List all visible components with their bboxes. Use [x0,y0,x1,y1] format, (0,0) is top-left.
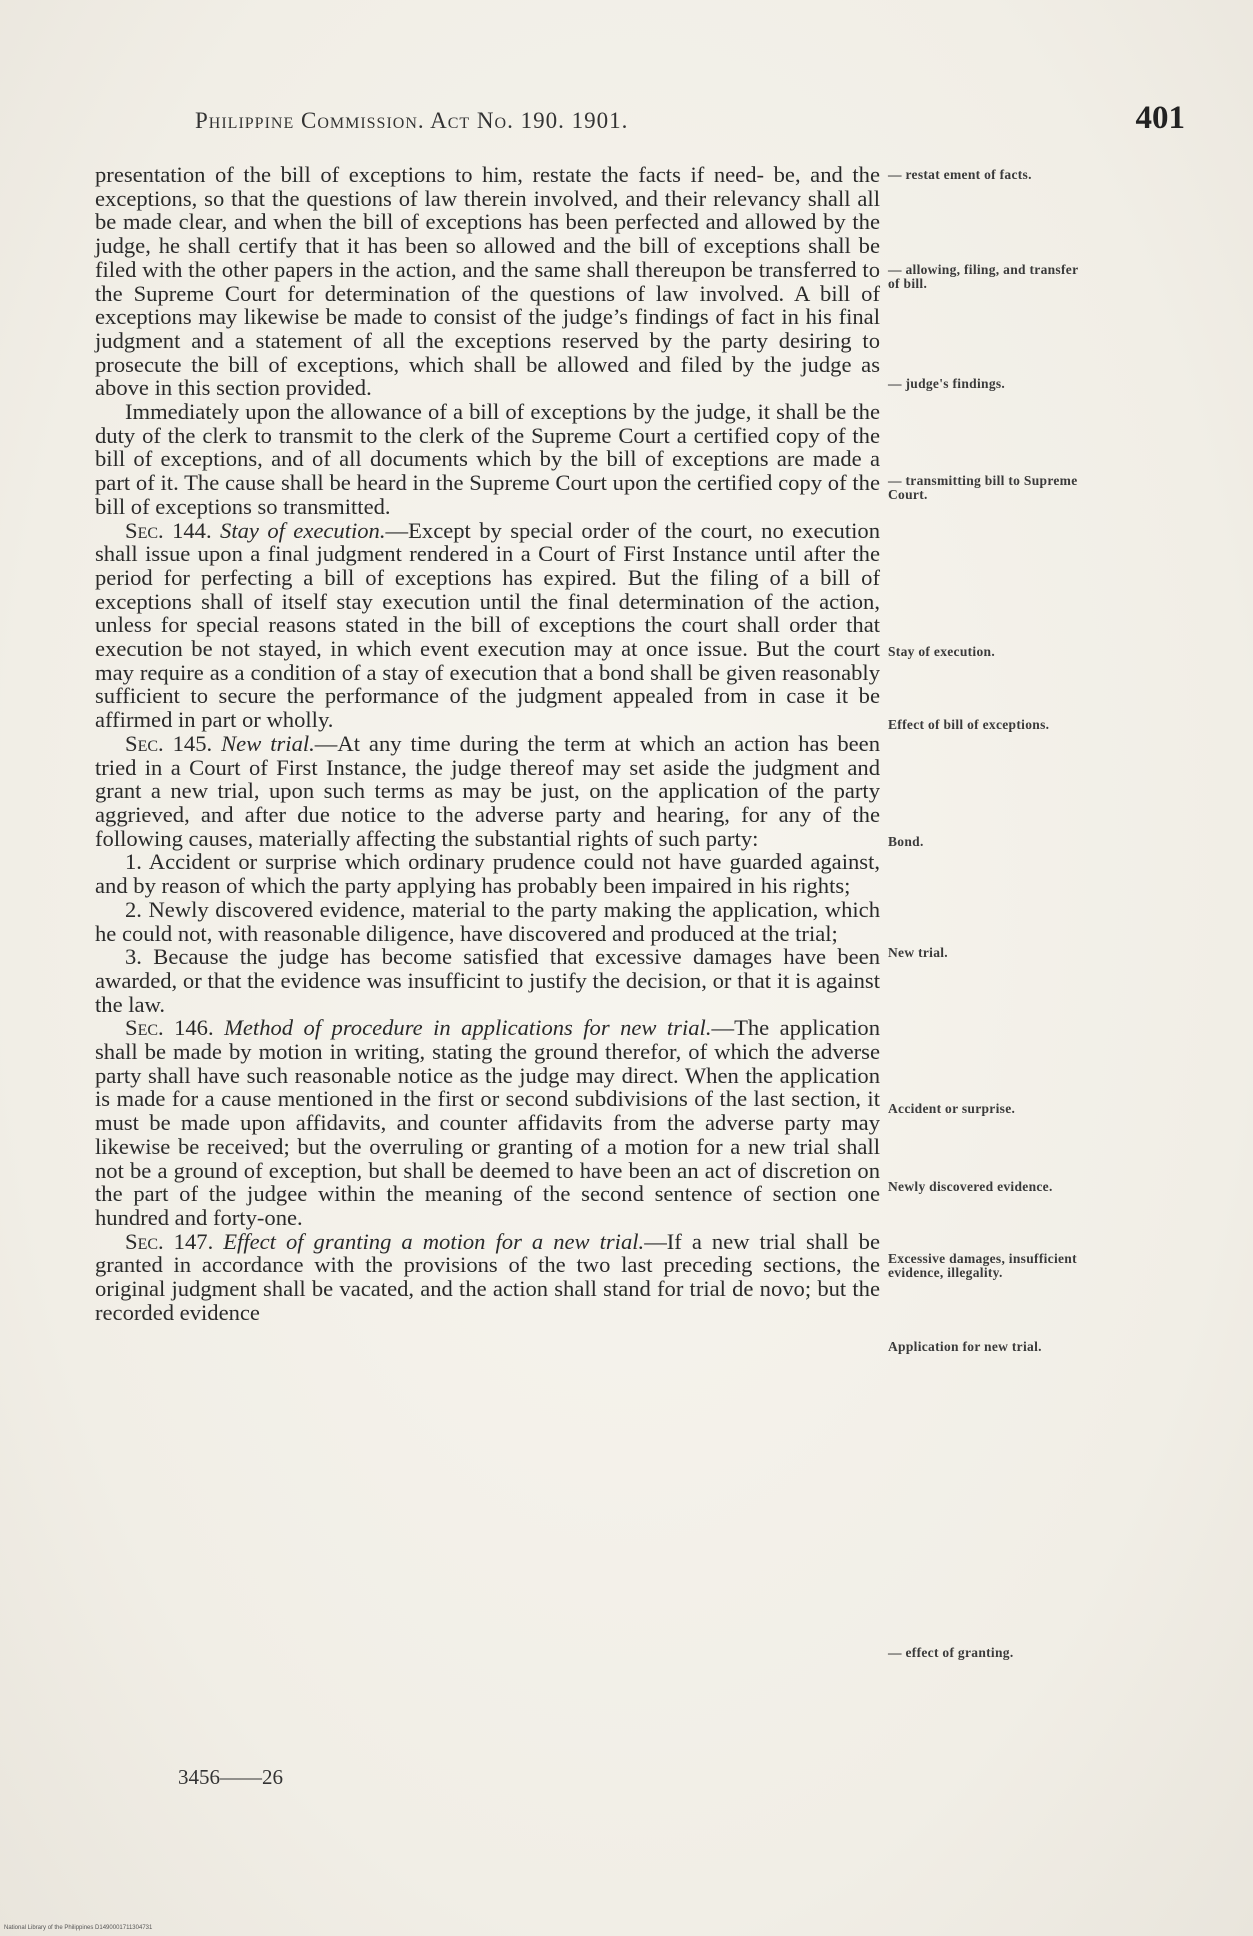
section-text: —If a new trial shall be granted in accordance with the provisions of the two last preceding sections, the original judgment shall be vacated, and the action shall stand for trial de novo; but the recorded evidence [95,1228,880,1325]
margin-note: — transmitting bill to Supreme Court. [888,473,1078,502]
printer-signature: 3456——26 [178,1765,283,1789]
section-label: Sec. 147. [125,1228,214,1254]
section-144 [95,519,880,732]
page-header [195,100,1185,140]
paragraph: Immediately upon the allowance of a bill of exceptions by the judge, it shall be the duty of the clerk to transmit to the clerk of the Supreme Court a certified copy of the bill of exceptions, and of all documents which by the bill of exceptions are made a part of it. The cause shall be heard in the Supreme Court upon the certified copy of the bill of exceptions so transmitted. [95,399,880,519]
section-label: Sec. 144. [125,517,212,543]
page-number: 401 [1135,100,1185,136]
section-title: Method of procedure in applications for new trial. [224,1015,712,1041]
section-label: Sec. 145. [125,730,213,756]
section-145 [95,732,880,851]
section-title: New trial. [221,730,315,756]
margin-note: New trial. [888,945,948,960]
section-label: Sec. 146. [125,1015,214,1041]
section-text: —At any time during the term at which an action has been tried in a Court of First Instance, the judge thereof may set aside the judgment and grant a new trial, upon such terms as may be just, on the application of the party aggrieved, and after due notice to the adverse party and hearing, for any of the following causes, materially affecting the substantial rights of such party: [95,730,880,851]
running-head: Philippine Commission. Act No. 190. 1901. [195,108,629,133]
margin-note: Accident or surprise. [888,1101,1016,1116]
section-147 [95,1230,880,1325]
list-item: 2. Newly discovered evidence, material to the party making the application, which he could not, with reasonable diligence, have discovered and produced at the trial; [95,896,880,946]
margin-note: — effect of granting. [888,1645,1014,1660]
list-item: 1. Accident or surprise which ordinary prudence could not have guarded against, and by reason of which the party applying has probably been impaired in his rights; [95,849,880,899]
section-text: —The application shall be made by motion in writing, stating the ground therefor, of which the adverse party shall have such reasonable notice as the judge may direct. When the application is made for a cause mentioned in the first or second subdivisions of the last section, it must be made upon affidavits, and counter affidavits from the adverse party may likewise be received; but the overruling or granting of a motion for a new trial shall not be a ground of exception, but shall be deemed to have been an act of discretion on the part of the judgee within the meaning of the second sentence of section one hundred and forty-one. [95,1015,880,1230]
margin-note: Application for new trial. [888,1339,1042,1354]
margin-note: Stay of execution. [888,644,996,659]
section-title: Stay of execution. [220,517,386,543]
scan-footer: National Library of the Philippines D1490001711304731 [4,1925,153,1931]
section-text: —Except by special order of the court, no execution shall issue upon a final judgment rendered in a Court of First Instance until after the period for perfecting a bill of exceptions has expired. But the filing of a bill of exceptions shall of itself stay execution until the final determination of the action, unless for special reasons stated in the bill of exceptions the court shall order that execution be not stayed, in which event execution may at once issue. But the court may require as a condition of a stay of execution that a bond shall be given reasonably sufficient to secure the performance of the judgment appealed from in case it be affirmed in part or wholly. [95,517,880,733]
paragraph: presentation of the bill of exceptions to him, restate the facts if need- be, and the exceptions, so that the questions of law therein involved, and their relevancy shall all be made clear, and when the bill of exceptions has been perfected and allowed by the judge, he shall certify that it has been so allowed and the bill of exceptions shall be filed with the other papers in the action, and the same shall thereupon be transferred to the Supreme Court for determination of the questions of law involved. A bill of exceptions may likewise be made to consist of the judge’s findings of fact in his final judgment and a statement of all the exceptions reserved by the party desiring to prosecute the bill of exceptions, which shall be allowed and filed by the judge as above in this section provided. [95,162,880,401]
margin-note: — restat ement of facts. [888,167,1032,182]
margin-note: — judge's findings. [888,376,1006,391]
section-146 [95,1016,880,1229]
body-text [95,163,880,1324]
margin-note: Bond. [888,834,924,849]
list-item: 3. Because the judge has become satisfied that excessive damages have been awarded, or that the evidence was insufficint to justify the decision, or that it is against the law. [95,944,880,1017]
margin-note: Effect of bill of exceptions. [888,717,1050,732]
margin-note: Newly discovered evidence. [888,1179,1053,1194]
section-title: Effect of granting a motion for a new trial. [223,1228,645,1254]
margin-note: Excessive damages, insufficient evidence, illegality. [888,1251,1077,1280]
margin-note: — allowing, filing, and transfer of bill. [888,262,1079,291]
